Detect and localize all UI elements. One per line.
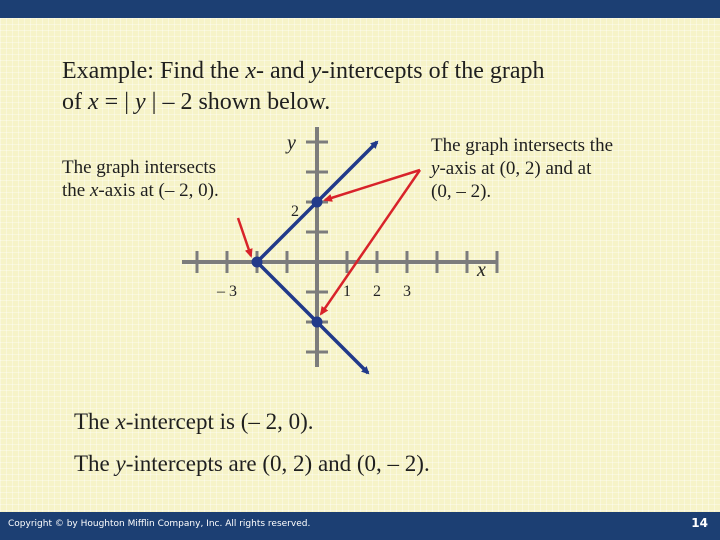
title-var-x: x [88, 89, 99, 115]
title-text: | – 2 shown below. [145, 89, 331, 115]
annotation-text: -axis at (0, 2) and at [439, 158, 592, 179]
annotation-var-x: x [89, 180, 99, 201]
answer-var-x: x [115, 409, 126, 434]
annotation-text: -axis at (– 2, 0). [98, 180, 219, 201]
x-tick-label: – 3 [217, 283, 237, 300]
answer-var-y: y [115, 451, 126, 476]
title-text: = | [98, 89, 135, 115]
axes-group [182, 127, 497, 367]
title-var-y: y [310, 58, 322, 84]
intercept-point [252, 257, 263, 268]
intercept-point [312, 317, 323, 328]
x-axis-label: x [477, 259, 486, 281]
title-text: -intercepts of the graph [321, 58, 545, 84]
answer-text: The [74, 451, 116, 476]
answer-text: The [74, 409, 116, 434]
title-var-x: x [245, 58, 256, 84]
y-axis-label: y [287, 132, 296, 154]
answer-text: -intercepts are (0, 2) and (0, – 2). [125, 451, 430, 476]
title-text: - and [255, 58, 311, 84]
annotation-text: the [62, 180, 90, 201]
title-text: of [62, 89, 88, 115]
annotation-var-y: y [431, 158, 440, 179]
answer-x-intercept [74, 409, 314, 435]
answer-text: -intercept is (– 2, 0). [125, 409, 314, 434]
page-number: 14 [691, 516, 708, 530]
graph-lower-branch [257, 262, 368, 373]
annotation-line: The graph intersects the [431, 135, 614, 156]
intercept-point [312, 197, 323, 208]
x-tick-label: 2 [373, 283, 381, 300]
copyright-text: Copyright © by Houghton Mifflin Company, Inc. All rights reserved. [8, 519, 311, 529]
title-text: Example: Find the [62, 58, 246, 84]
title-var-y: y [135, 89, 146, 115]
pointer-arrow-x-intercept [238, 218, 251, 256]
tick-labels-group [216, 132, 486, 300]
y-tick-label: 2 [291, 203, 299, 220]
answer-y-intercepts [74, 451, 430, 477]
x-tick-label: 3 [403, 283, 411, 300]
annotation-line: The graph intersects [62, 157, 217, 178]
x-tick-label: 1 [343, 283, 351, 300]
pointer-arrow-y-intercept-top [325, 170, 420, 200]
annotation-line: (0, – 2). [431, 181, 492, 202]
